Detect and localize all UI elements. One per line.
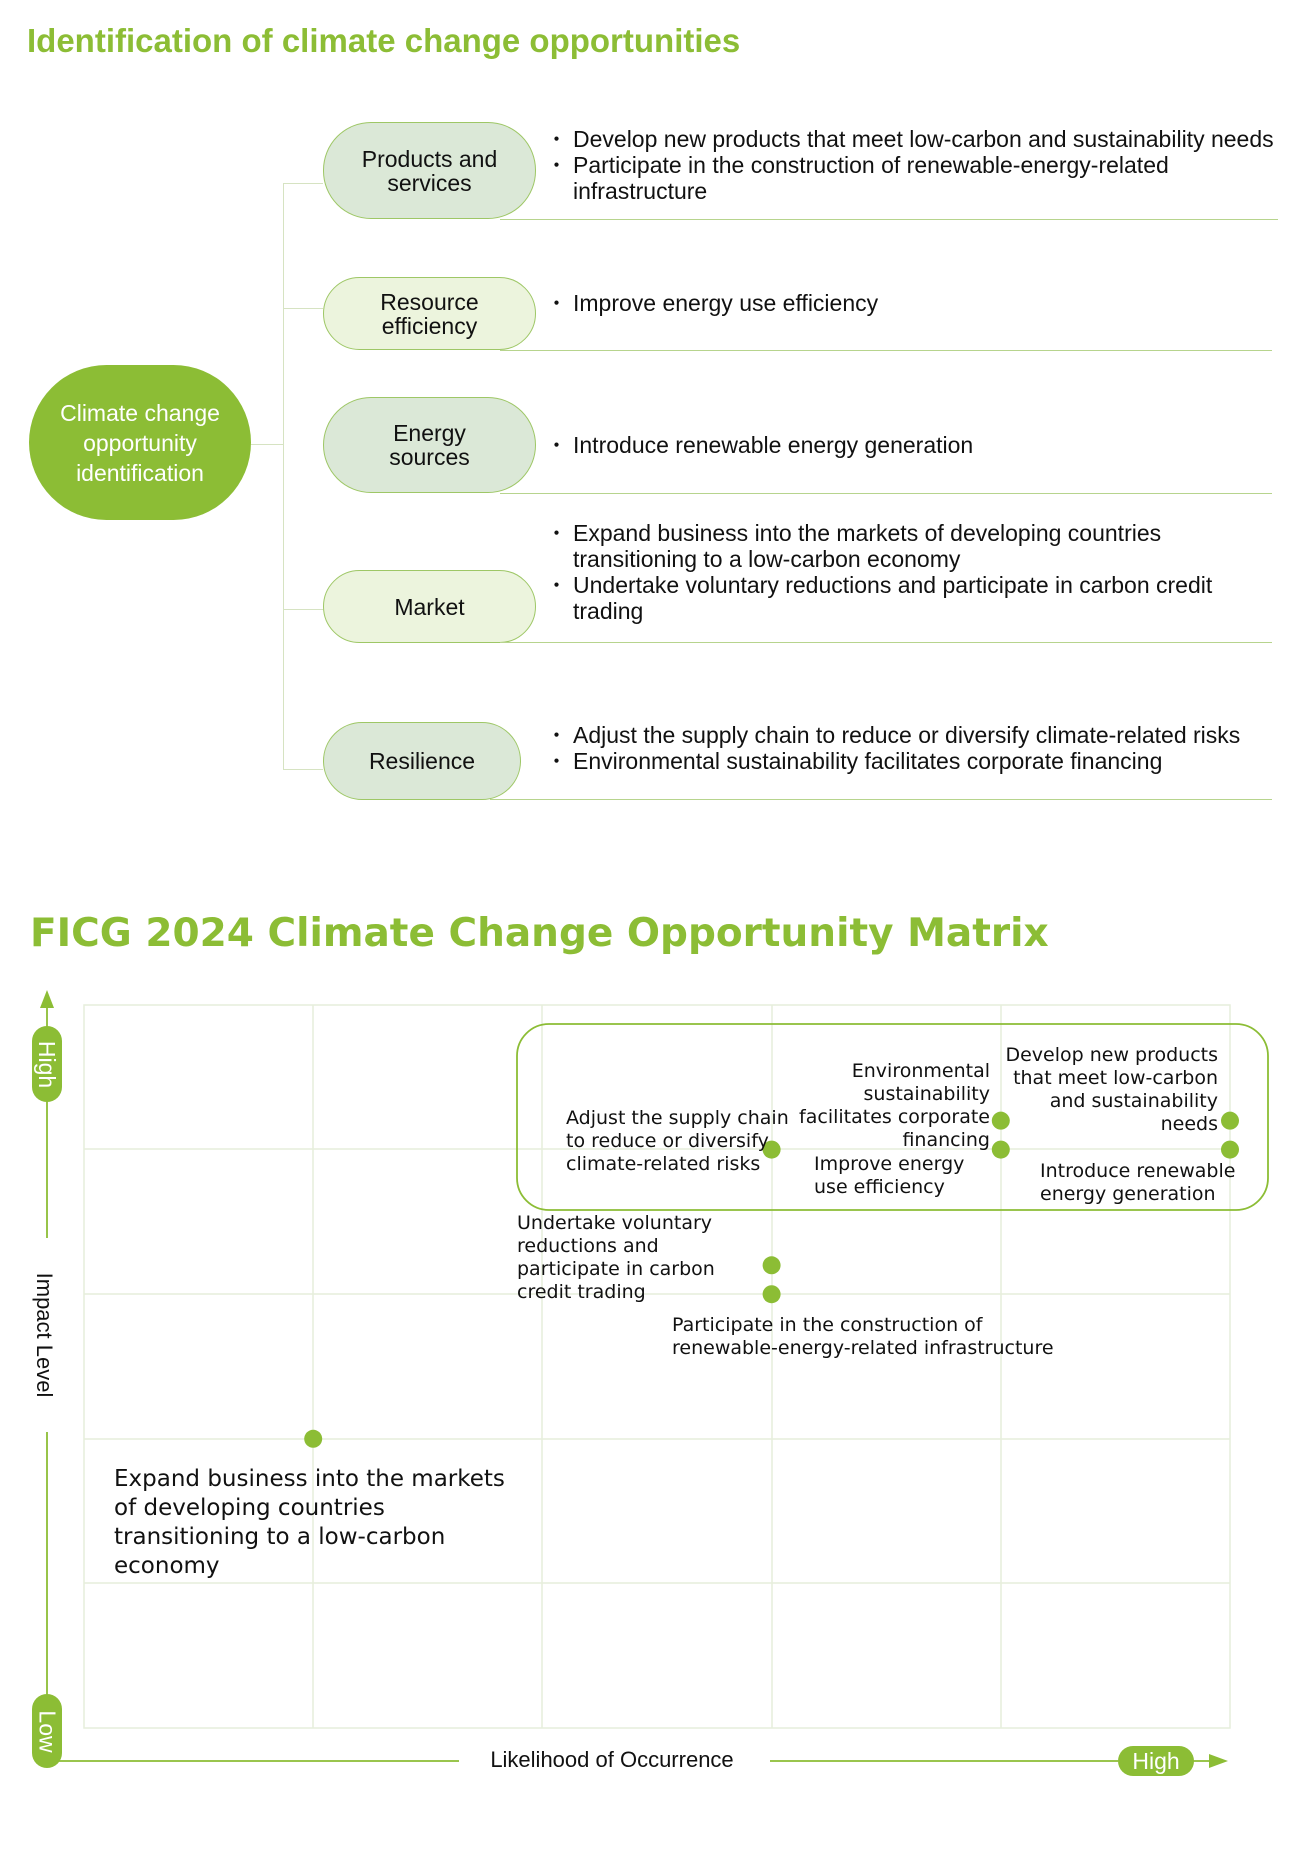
data-point-7 <box>304 1430 322 1448</box>
x-high-badge <box>1118 1746 1194 1776</box>
bullet-item: ・ Improve energy use efficiency <box>553 290 1298 316</box>
x-high-label: High <box>1132 1747 1180 1774</box>
bullet-item: ・ Participate in the construction of renewable-energy-related infrastructure <box>553 152 1213 204</box>
category-label: Products and services <box>361 145 498 196</box>
section-title: Identification of climate change opportunities <box>27 22 741 59</box>
data-point-1 <box>1221 1141 1239 1159</box>
point-label: Introduce renewable energy generation <box>1040 1160 1236 1205</box>
bullet-item: ・ Expand business into the markets of developing countries transitioning to a low-carbon economy <box>553 520 1213 572</box>
point-label: Develop new products that meet low-carbon and sustainability needs <box>1005 1044 1218 1135</box>
category-label: Energy sources <box>389 420 470 470</box>
bullet-item: ・ Develop new products that meet low-carbon and sustainability needs <box>553 126 1298 152</box>
data-point-0 <box>1221 1112 1239 1130</box>
x-axis-label: Likelihood of Occurrence <box>490 1747 734 1772</box>
y-low-badge <box>32 1694 62 1768</box>
y-low-label: Low <box>34 1709 61 1753</box>
y-axis-label: Impact Level <box>32 1272 57 1398</box>
y-high-badge <box>32 1026 62 1102</box>
category-label: Market <box>394 593 465 620</box>
matrix-title: FICG 2024 Climate Change Opportunity Matrix <box>30 911 1049 956</box>
bullet-item: ・ Adjust the supply chain to reduce or diversify climate-related risks <box>553 722 1298 748</box>
root-node-label: Climate change opportunity identification <box>60 399 220 486</box>
x-axis-arrow-icon <box>1209 1754 1228 1768</box>
bullet-item: ・ Undertake voluntary reductions and participate in carbon credit trading <box>553 572 1273 624</box>
point-label: Participate in the construction of renewable-energy-related infrastructure <box>672 1314 1054 1359</box>
point-label: Adjust the supply chain to reduce or diversify climate-related risks <box>566 1107 789 1175</box>
category-label: Resilience <box>368 748 476 774</box>
point-label: Expand business into the markets of developing countries transitioning to a low-carbon economy <box>114 1466 505 1579</box>
point-label: Improve energy use efficiency <box>814 1153 965 1198</box>
y-high-label: High <box>34 1040 61 1088</box>
bullet-item: ・ Environmental sustainability facilitates corporate financing <box>553 748 1298 774</box>
category-label: Resource efficiency <box>380 288 479 339</box>
point-label: Environmental sustainability facilitates corporate financing <box>799 1060 990 1151</box>
bullet-item: ・ Introduce renewable energy generation <box>553 432 1298 458</box>
y-axis-arrow-icon <box>40 990 54 1008</box>
point-label: Undertake voluntary reductions and participate in carbon credit trading <box>517 1212 715 1303</box>
